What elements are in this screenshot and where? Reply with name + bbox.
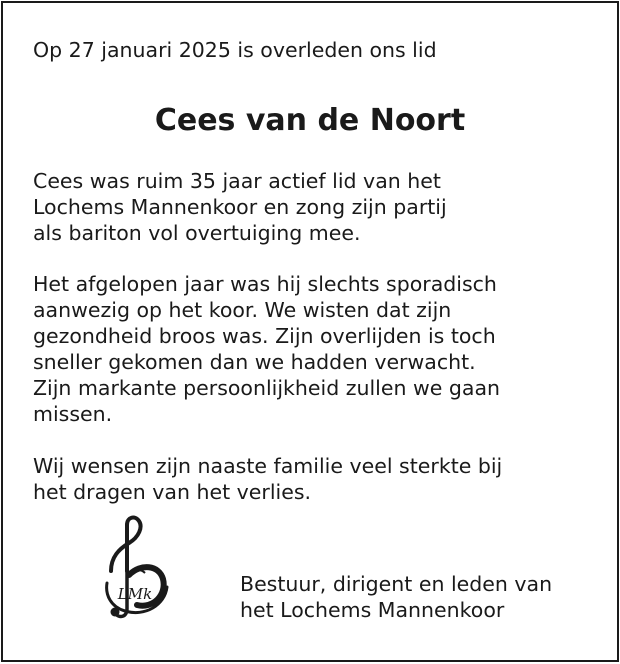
text-line: Het afgelopen jaar was hij slechts sporadisch xyxy=(33,272,497,296)
text-line: als bariton vol overtuiging mee. xyxy=(33,221,361,245)
logo-lettering: LMk xyxy=(117,585,153,603)
signature-line: Bestuur, dirigent en leden van xyxy=(240,572,553,596)
text-line: Cees was ruim 35 jaar actief lid van het xyxy=(33,169,441,193)
choir-logo-icon xyxy=(101,513,173,623)
text-line: gezondheid broos was. Zijn overlijden is toch xyxy=(33,324,496,348)
text-line: het dragen van het verlies. xyxy=(33,480,312,504)
paragraph-membership xyxy=(33,168,593,246)
text-line: aanwezig op het koor. We wisten dat zijn xyxy=(33,298,452,322)
text-line: Lochems Mannenkoor en zong zijn partij xyxy=(33,195,447,219)
text-line: sneller gekomen dan we hadden verwacht. xyxy=(33,350,476,374)
death-notice-card xyxy=(1,1,619,662)
signature-line: het Lochems Mannenkoor xyxy=(240,598,505,622)
text-line: Zijn markante persoonlijkheid zullen we gaan xyxy=(33,376,501,400)
text-line: Wij wensen zijn naaste familie veel sterkte bij xyxy=(33,454,503,478)
deceased-name: Cees van de Noort xyxy=(154,103,466,138)
notice-intro: Op 27 januari 2025 is overleden ons lid xyxy=(33,38,437,62)
signature-block xyxy=(240,571,552,623)
paragraph-health xyxy=(33,271,593,427)
paragraph-condolence xyxy=(33,453,593,505)
text-line: missen. xyxy=(33,402,113,426)
